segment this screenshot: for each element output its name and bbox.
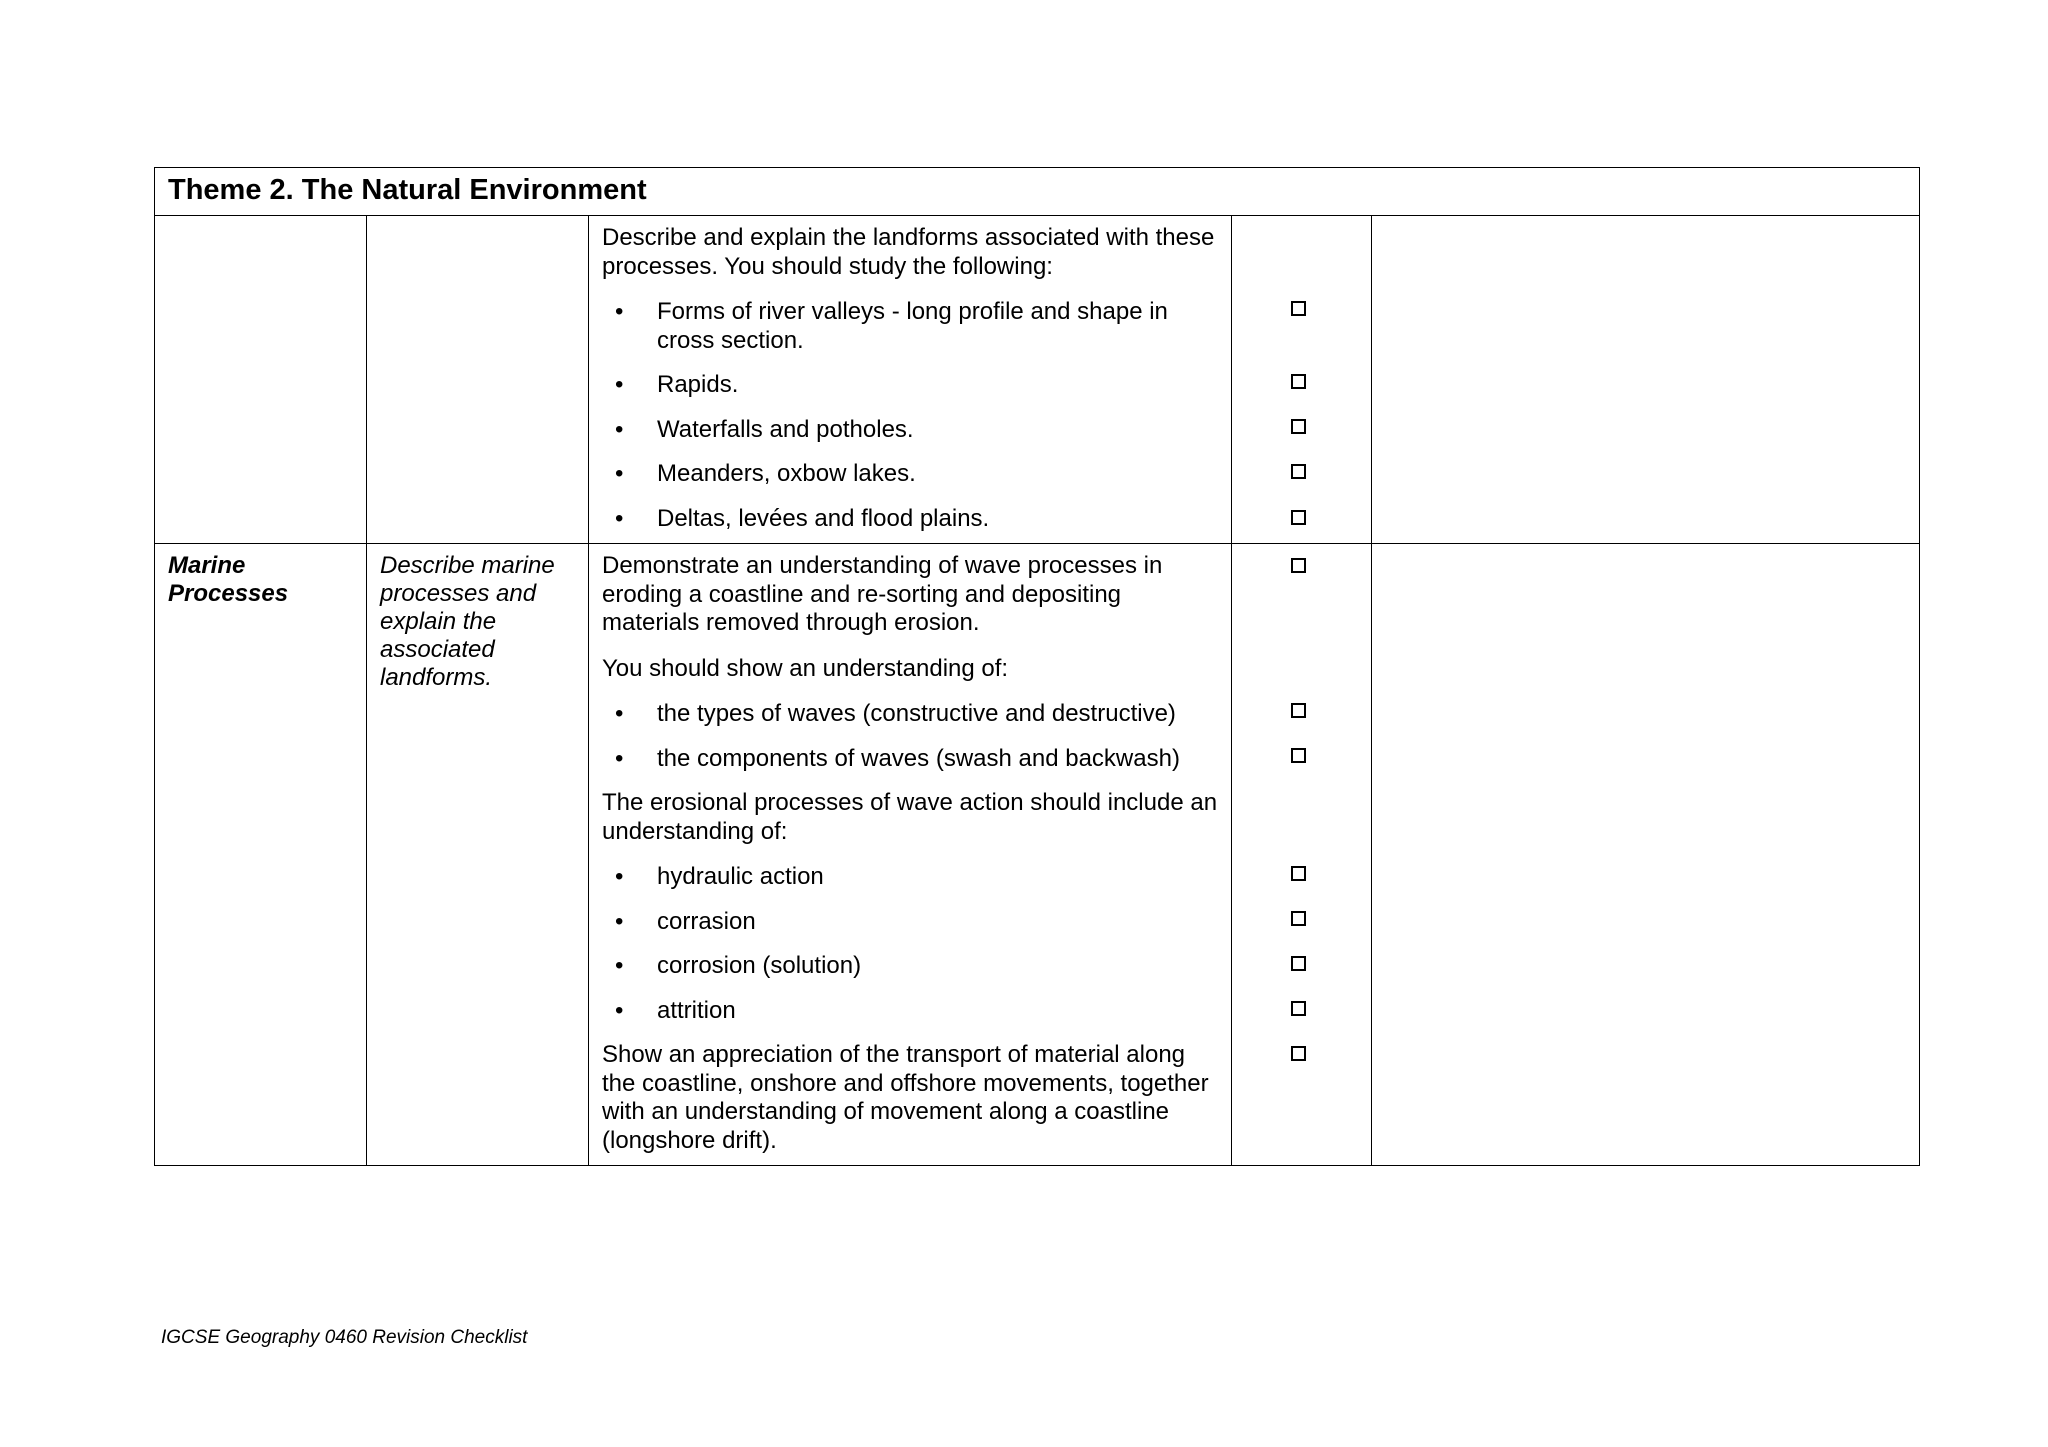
bullet-item — [602, 908, 1218, 937]
bullet-text: Rapids. — [657, 371, 739, 398]
bullet-text: hydraulic action — [657, 863, 824, 890]
topic-cell: Marine Processes — [155, 544, 367, 1166]
content-paragraph: The erosional processes of wave action should include an understanding of: — [602, 789, 1218, 845]
bullet-item — [602, 416, 1218, 445]
notes-cell — [1372, 544, 1920, 1166]
bullet-text: the types of waves (constructive and destructive) — [657, 700, 1176, 727]
checkbox-icon[interactable] — [1291, 301, 1306, 316]
content-cell — [589, 216, 1232, 544]
checkbox-icon[interactable] — [1291, 956, 1306, 971]
checkbox-icon[interactable] — [1291, 1001, 1306, 1016]
checkbox-icon[interactable] — [1291, 703, 1306, 718]
bullet-icon: • — [615, 700, 624, 727]
checkbox-column — [1232, 216, 1372, 544]
objective-cell — [367, 216, 589, 544]
objective-cell: Describe marine processes and explain the associated landforms. — [367, 544, 589, 1166]
checkbox-icon[interactable] — [1291, 911, 1306, 926]
checkbox-icon[interactable] — [1291, 510, 1306, 525]
bullet-text: attrition — [657, 996, 736, 1024]
bullet-icon: • — [615, 863, 624, 890]
checkbox-icon[interactable] — [1291, 374, 1306, 389]
page-footer: IGCSE Geography 0460 Revision Checklist — [161, 1327, 528, 1348]
bullet-item — [602, 460, 1218, 489]
bullet-item — [602, 371, 1218, 400]
bullet-text: corrasion — [657, 907, 756, 935]
bullet-icon: • — [615, 952, 624, 979]
content-paragraph: Demonstrate an understanding of wave processes in eroding a coastline and re-sorting and depositing materials removed through erosion. — [602, 552, 1163, 636]
bullet-item — [602, 745, 1218, 774]
bullet-item — [602, 298, 1218, 355]
theme-header-row — [155, 168, 1920, 216]
bullet-icon: • — [615, 504, 624, 532]
bullet-icon: • — [615, 371, 624, 398]
checkbox-icon[interactable] — [1291, 1046, 1306, 1061]
content-paragraph: You should show an understanding of: — [602, 654, 1009, 682]
bullet-item — [602, 505, 1218, 534]
checkbox-icon[interactable] — [1291, 464, 1306, 479]
notes-cell — [1372, 216, 1920, 544]
bullet-text: Forms of river valleys - long profile and shape in cross section. — [657, 298, 1168, 354]
checkbox-icon[interactable] — [1291, 866, 1306, 881]
bullet-icon: • — [615, 415, 624, 443]
revision-checklist-table — [154, 167, 1920, 1166]
bullet-text: corrosion (solution) — [657, 952, 862, 979]
bullet-item — [602, 700, 1218, 729]
bullet-icon: • — [615, 996, 624, 1024]
bullet-icon: • — [615, 907, 624, 935]
checkbox-icon[interactable] — [1291, 558, 1306, 573]
checkbox-icon[interactable] — [1291, 419, 1306, 434]
table-row — [155, 216, 1920, 544]
bullet-item — [602, 997, 1218, 1026]
content-cell — [589, 544, 1232, 1166]
bullet-item — [602, 952, 1218, 981]
checkbox-icon[interactable] — [1291, 748, 1306, 763]
bullet-text: the components of waves (swash and backwash) — [657, 744, 1180, 772]
checkbox-column — [1232, 544, 1372, 1166]
bullet-icon: • — [615, 744, 624, 772]
bullet-icon: • — [615, 460, 624, 487]
bullet-text: Waterfalls and potholes. — [657, 415, 914, 443]
theme-title: Theme 2. The Natural Environment — [155, 168, 1920, 216]
table-row — [155, 544, 1920, 1166]
content-paragraph: Show an appreciation of the transport of material along the coastline, onshore and offshore movements, together with an understanding of movement along a coastline (longshore drift). — [602, 1041, 1209, 1154]
bullet-item — [602, 863, 1218, 892]
bullet-icon: • — [615, 298, 624, 325]
content-paragraph: Describe and explain the landforms associated with these processes. You should study the following: — [602, 224, 1215, 280]
topic-cell — [155, 216, 367, 544]
bullet-text: Deltas, levées and flood plains. — [657, 504, 990, 532]
bullet-text: Meanders, oxbow lakes. — [657, 460, 916, 487]
